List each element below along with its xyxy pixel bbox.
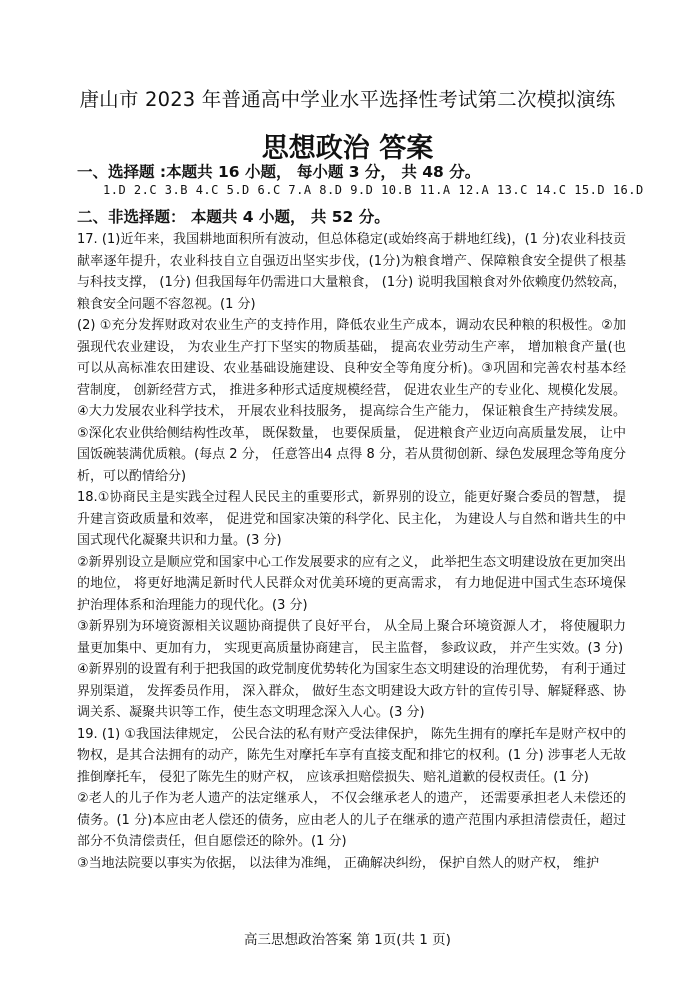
page-footer: 高三思想政治答案 第 1页(共 1 页) <box>244 932 451 948</box>
answer-paragraph: ②老人的儿子作为老人遗产的法定继承人， 不仅会继承老人的遗产， 还需要承担老人未偿还的债务。(1 分)本应由老人偿还的债务，应由老人的儿子在继承的遗产范围内承担清偿责任，超过部分不负清偿责任，但自愿偿还的除外。(1 分) <box>77 791 626 849</box>
answer-body <box>77 229 626 874</box>
page-subtitle: 思想政治 答案 <box>261 133 434 164</box>
section-heading-nonchoice: 二、非选择题： 本题共 4 小题， 共 52 分。 <box>77 208 390 226</box>
section-heading-choice: 一、选择题 :本题共 16 小题， 每小题 3 分， 共 48 分。 <box>77 163 481 181</box>
answer-paragraph: 19. (1) ①我国法律规定， 公民合法的私有财产受法律保护， 陈先生拥有的摩托车是财产权中的物权，是其合法拥有的动产，陈先生对摩托车享有直接支配和排它的权利。(1 分) 涉事老人无故推倒摩托车， 侵犯了陈先生的财产权， 应该承担赔偿损失、赔礼道歉的侵权责任。(1 分) <box>77 726 626 785</box>
answer-paragraph: ②新界别设立是顺应党和国家中心工作发展要求的应有之义， 此举把生态文明建设放在更加突出的地位， 将更好地满足新时代人民群众对优美环境的更高需求， 有力地促进中国式生态环境保护治理体系和治理能力的现代化。(3 分) <box>77 554 626 613</box>
answer-paragraph: ③当地法院要以事实为依据， 以法律为准绳， 正确解决纠纷， 保护自然人的财产权， 维护 <box>77 855 600 871</box>
answer-paragraph: 18.①协商民主是实践全过程人民民主的重要形式，新界别的设立，能更好聚合委员的智慧， 提升建言资政质量和效率， 促进党和国家决策的科学化、民主化， 为建设人与自然和谐共生的中国式现代化凝聚共识和力量。(3 分) <box>77 490 626 548</box>
answer-paragraph: (2) ①充分发挥财政对农业生产的支持作用，降低农业生产成本，调动农民种粮的积极性。②加强现代农业建设， 为农业生产打下坚实的物质基础， 提高农业劳动生产率， 增加粮食产量(也可以从高标准农田建设、农业基础设施建设、良种安全等角度分析)。③巩固和完善农村基本经营制度， 创新经营方式， 推进多种形式适度规模经营， 促进农业生产的专业化、规模化发展。④大力发展农业科学技术， 开展农业科技服务， 提高综合生产能力， 保证粮食生产持续发展。⑤深化农业供给侧结构性改革， 既保数量， 也要保质量， 促进粮食产业迈向高质量发展， 让中国饭碗装满优质粮。(每点 2 分， 任意答出4 点得 8 分，若从贯彻创新、绿色发展理念等角度分析，可以酌情给分) <box>77 318 626 484</box>
answer-paragraph: 17. (1)近年来，我国耕地面积所有波动，但总体稳定(或始终高于耕地红线)，(1 分)农业科技贡献率逐年提升，农业科技自立自强迈出坚实步伐，(1分)为粮食增产、保障粮食安全提供了根基与科技支撑， (1分) 但我国每年仍需进口大量粮食， (1分) 说明我国粮食对外依赖度仍然较高，粮食安全问题不容忽视。(1 分) <box>77 232 626 312</box>
choice-answers: 1.D 2.C 3.B 4.C 5.D 6.C 7.A 8.D 9.D 10.B 11.A 12.A 13.C 14.C 15.D 16.D <box>103 183 644 197</box>
page-title: 唐山市 2023 年普通高中学业水平选择性考试第二次模拟演练 <box>79 88 616 111</box>
answer-paragraph: ④新界别的设置有利于把我国的政党制度优势转化为国家生态文明建设的治理优势， 有利于通过界别渠道， 发挥委员作用， 深入群众， 做好生态文明建设大政方针的宣传引导、解疑释惑、协调关系、凝聚共识等工作，使生态文明理念深入人心。(3 分) <box>77 662 626 720</box>
answer-paragraph: ③新界别为环境资源相关议题协商提供了良好平台， 从全局上聚合环境资源人才， 将使履职力量更加集中、更加有力， 实现更高质量协商建言， 民主监督， 参政议政， 并产生实效。(3 分) <box>77 619 626 656</box>
